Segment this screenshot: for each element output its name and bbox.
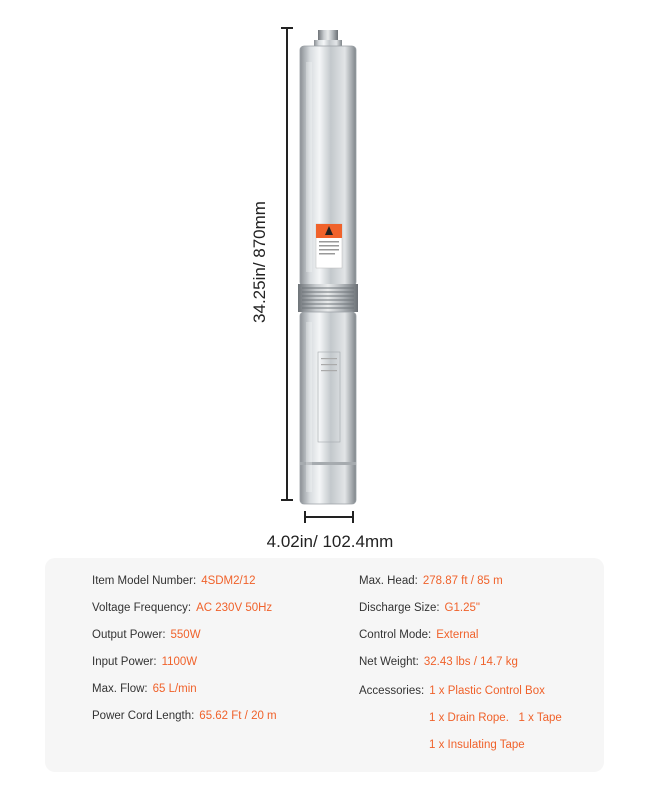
spec-accessories [359,685,545,697]
spec-value: 4SDM2/12 [201,575,256,587]
spec-value: G1.25" [444,602,480,614]
spec-max-head [359,575,503,587]
spec-label: Net Weight: [359,656,419,668]
width-dimension-label: 4.02in/ 102.4mm [266,532,394,551]
spec-label: Discharge Size: [359,602,440,614]
spec-net-weight [359,656,518,668]
spec-output-power [92,629,201,641]
spec-value: 32.43 lbs / 14.7 kg [423,656,518,668]
spec-power-cord-length [92,710,277,722]
spec-value: External [436,629,479,641]
spec-model-number [92,575,256,587]
spec-value: 65.62 Ft / 20 m [199,710,277,722]
spec-control-mode [359,629,478,641]
spec-value: 278.87 ft / 85 m [422,575,503,587]
spec-discharge-size [359,602,480,614]
spec-value: 65 L/min [152,683,197,695]
spec-card [45,558,604,772]
spec-label: Max. Head: [359,575,418,587]
spec-input-power [92,656,197,668]
height-dimension-label: 34.25in/ 870mm [250,201,269,323]
spec-voltage-frequency [92,602,272,614]
spec-value: 550W [170,629,201,641]
spec-label: Control Mode: [359,629,432,641]
spec-label: Accessories: [359,685,425,697]
pump-image [296,22,360,512]
height-dimension-line [281,27,293,501]
accessories-line-2: 1 x Drain Rope. 1 x Tape [429,712,562,724]
width-dimension-line [304,511,354,523]
spec-value: 1100W [161,656,198,668]
spec-label: Voltage Frequency: [92,602,192,614]
spec-max-flow [92,683,197,695]
spec-value: AC 230V 50Hz [196,602,273,614]
spec-label: Input Power: [92,656,157,668]
spec-label: Output Power: [92,629,166,641]
spec-label: Item Model Number: [92,575,197,587]
spec-label: Max. Flow: [92,683,148,695]
spec-value: 1 x Plastic Control Box [429,685,545,697]
accessories-line-3: 1 x Insulating Tape [429,739,525,751]
spec-label: Power Cord Length: [92,710,195,722]
